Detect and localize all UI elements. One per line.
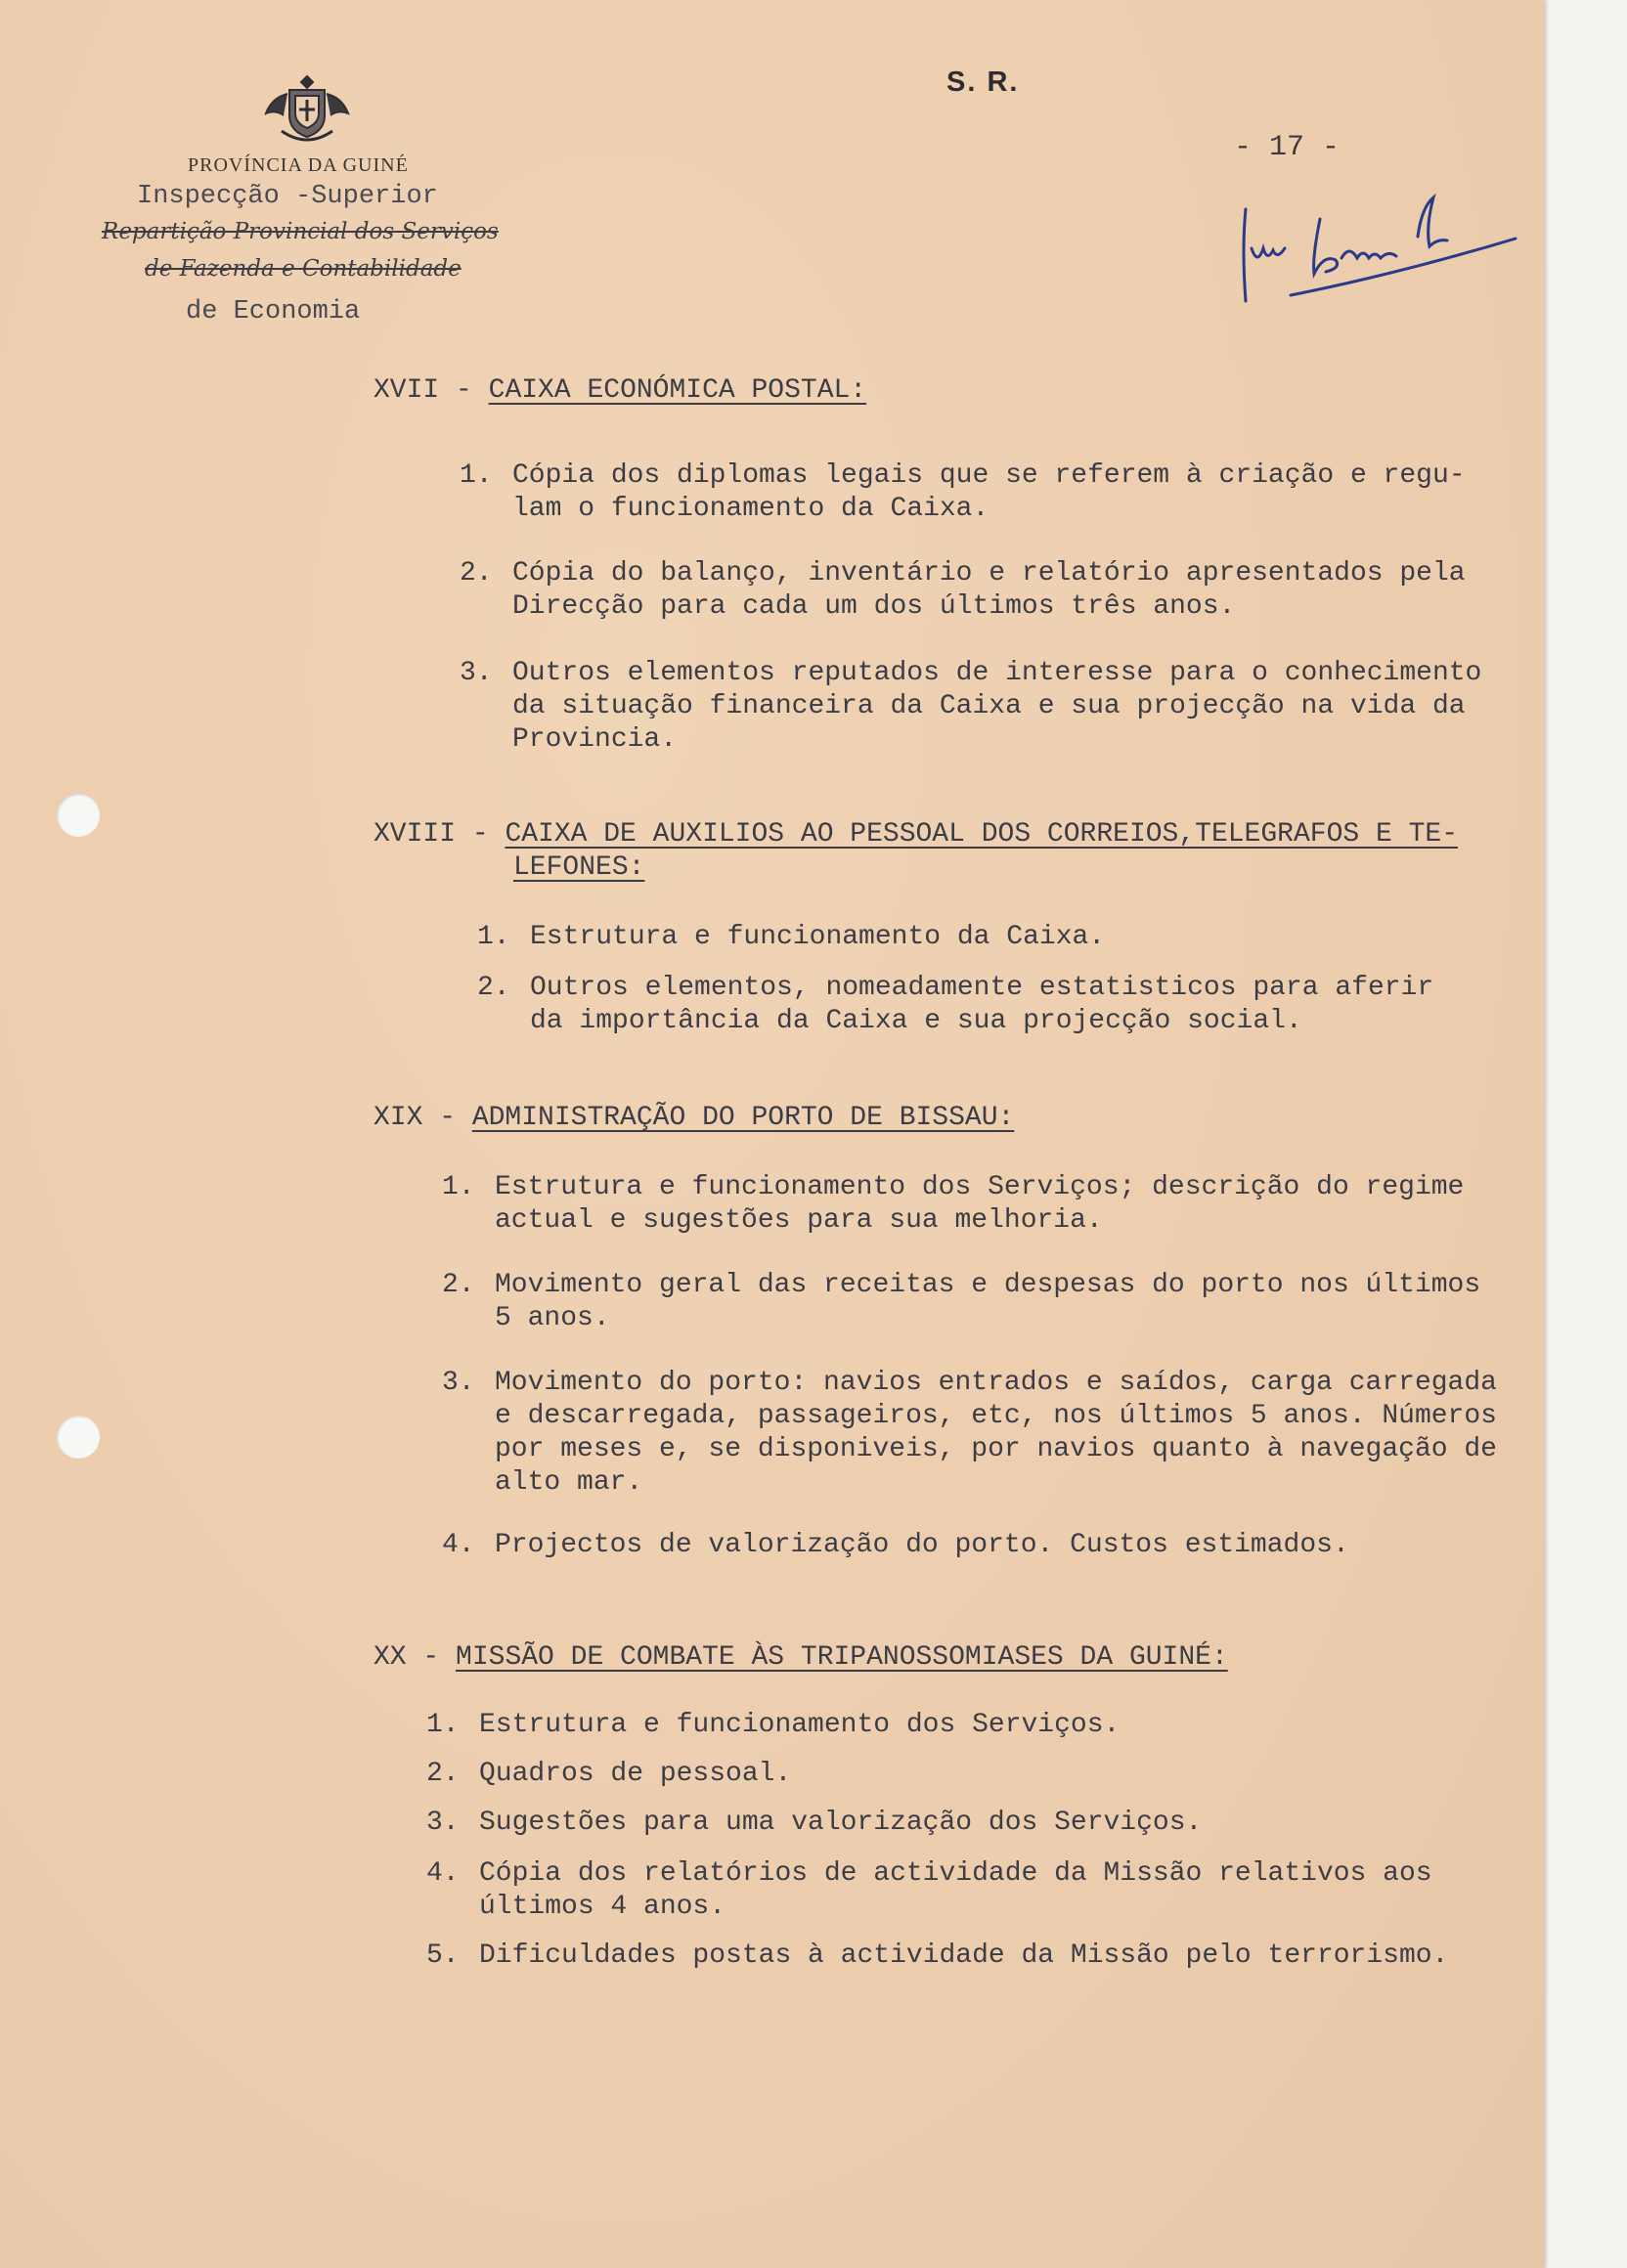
item-text: Movimento do porto: navios entrados e saídos, carga carregada e descarregada, passageiros, etc, nos últimos 5 anos. Números por meses e, se disponiveis, por navios quanto à navegação de alto mar. — [495, 1368, 1497, 1498]
classification-mark: S. R. — [946, 66, 1020, 98]
item-text: Outros elementos, nomeadamente estatisticos para aferir da importância da Caixa e sua projecção social. — [530, 973, 1434, 1036]
list-item — [426, 1807, 1521, 1840]
item-text: Projectos de valorização do porto. Custos estimados. — [495, 1530, 1349, 1560]
section-heading: CAIXA ECONÓMICA POSTAL: — [488, 375, 867, 406]
coat-of-arms-icon — [260, 72, 354, 147]
item-text: Movimento geral das receitas e despesas do porto nos últimos 5 anos. — [495, 1270, 1481, 1333]
list-item — [442, 1269, 1527, 1335]
section-number: XIX - — [374, 1103, 457, 1133]
item-text: Estrutura e funcionamento dos Serviços. — [479, 1710, 1121, 1740]
list-item — [442, 1529, 1527, 1562]
list-item — [460, 459, 1525, 526]
item-text: Estrutura e funcionamento dos Serviços; descrição do regime actual e sugestões para sua melhoria. — [495, 1172, 1465, 1236]
item-number: 5. — [426, 1941, 460, 1971]
list-item — [426, 1940, 1521, 1973]
item-text: Cópia dos diplomas legais que se referem à criação e regu- lam o funcionamento da Caixa. — [512, 460, 1466, 524]
struck-out-line-1: Repartição Provincial dos Serviços — [102, 219, 499, 244]
item-number: 2. — [477, 973, 510, 1003]
item-number: 3. — [442, 1368, 475, 1398]
list-item — [426, 1857, 1521, 1924]
province-heading: PROVÍNCIA DA GUINÉ — [188, 154, 409, 176]
handwritten-signature — [1232, 180, 1525, 307]
punch-hole-bottom — [57, 1416, 100, 1459]
item-number: 1. — [460, 460, 493, 491]
section-heading: ADMINISTRAÇÃO DO PORTO DE BISSAU: — [471, 1103, 1015, 1133]
item-number: 4. — [442, 1530, 475, 1560]
item-text: Quadros de pessoal. — [479, 1759, 792, 1789]
item-text: Cópia dos relatórios de actividade da Missão relativos aos últimos 4 anos. — [479, 1858, 1432, 1922]
item-number: 3. — [426, 1808, 460, 1838]
section-xvii-title — [374, 375, 866, 406]
item-number: 1. — [477, 922, 510, 952]
list-item — [442, 1367, 1537, 1500]
list-item — [426, 1709, 1521, 1742]
item-text: Sugestões para uma valorização dos Serviços. — [479, 1808, 1203, 1838]
section-number: XVIII - — [374, 819, 489, 850]
item-number: 1. — [426, 1710, 460, 1740]
department-line-2: de Economia — [186, 297, 361, 327]
item-number: 1. — [442, 1172, 475, 1202]
item-number: 3. — [460, 658, 493, 688]
item-number: 4. — [426, 1858, 460, 1889]
section-number: XX - — [374, 1642, 440, 1673]
item-number: 2. — [426, 1759, 460, 1789]
section-xviii-title — [374, 819, 1458, 850]
item-text: Cópia do balanço, inventário e relatório apresentados pela Direcção para cada um dos últimos três anos. — [512, 558, 1466, 622]
section-number: XVII - — [374, 375, 472, 406]
section-heading-continued: LEFONES: — [513, 852, 645, 883]
list-item — [426, 1758, 1521, 1791]
list-item — [477, 921, 1523, 954]
struck-out-line-2: de Fazenda e Contabilidade — [145, 256, 462, 282]
list-item — [460, 657, 1525, 757]
list-item — [460, 557, 1525, 624]
item-text: Estrutura e funcionamento da Caixa. — [530, 922, 1106, 952]
section-heading: MISSÃO DE COMBATE ÀS TRIPANOSSOMIASES DA GUINÉ: — [456, 1642, 1228, 1673]
page-number: - 17 - — [1234, 131, 1341, 164]
section-xix-title — [374, 1103, 1014, 1133]
section-xx-title — [374, 1642, 1228, 1673]
punch-hole-top — [57, 794, 100, 837]
department-line: Inspecção -Superior — [137, 182, 438, 211]
item-text: Dificuldades postas à actividade da Missão pelo terrorismo. — [479, 1941, 1449, 1971]
item-number: 2. — [442, 1270, 475, 1300]
section-xviii-title-continued — [513, 852, 644, 883]
list-item — [477, 972, 1523, 1038]
list-item — [442, 1171, 1527, 1238]
item-text: Outros elementos reputados de interesse para o conhecimento da situação financeira da Caixa e sua projecção na vida da Provincia. — [512, 658, 1482, 755]
item-number: 2. — [460, 558, 493, 589]
section-heading: CAIXA DE AUXILIOS AO PESSOAL DOS CORREIOS,TELEGRAFOS E TE- — [505, 819, 1458, 850]
